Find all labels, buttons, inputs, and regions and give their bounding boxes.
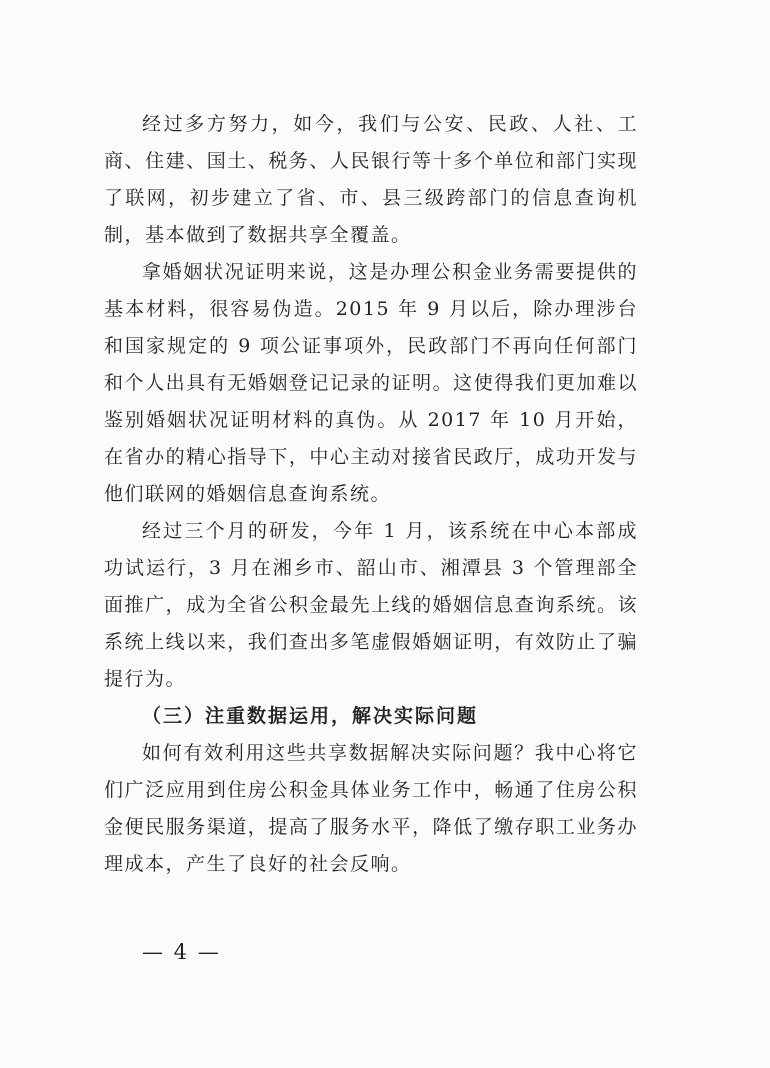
page-number: — 4 — [142, 940, 221, 964]
section-heading: （三）注重数据运用，解决实际问题 [142, 705, 479, 727]
document-body [104, 106, 638, 883]
paragraph-4: 如何有效利用这些共享数据解决实际问题？我中心将它们广泛应用到住房公积金具体业务工作中，畅通了住房公积金便民服务渠道，提高了服务水平，降低了缴存职工业务办理成本，产生了良好的社会反响。 [104, 742, 638, 875]
paragraph-3: 经过三个月的研发，今年 1 月，该系统在中心本部成功试运行，3 月在湘乡市、韶山市、湘潭县 3 个管理部全面推广，成为全省公积金最先上线的婚姻信息查询系统。该系统上线以来，我们查出多笔虚假婚姻证明，有效防止了骗提行为。 [104, 520, 638, 690]
paragraph-2: 拿婚姻状况证明来说，这是办理公积金业务需要提供的基本材料，很容易伪造。2015 年 9 月以后，除办理涉台和国家规定的 9 项公证事项外，民政部门不再向任何部门和个人出具有无婚姻登记记录的证明。这使得我们更加难以鉴别婚姻状况证明材料的真伪。从 2017 年 10 月开始，在省办的精心指导下，中心主动对接省民政厅，成功开发与他们联网的婚姻信息查询系统。 [104, 261, 638, 505]
paragraph-1: 经过多方努力，如今，我们与公安、民政、人社、工商、住建、国土、税务、人民银行等十多个单位和部门实现了联网，初步建立了省、市、县三级跨部门的信息查询机制，基本做到了数据共享全覆盖。 [104, 113, 638, 246]
